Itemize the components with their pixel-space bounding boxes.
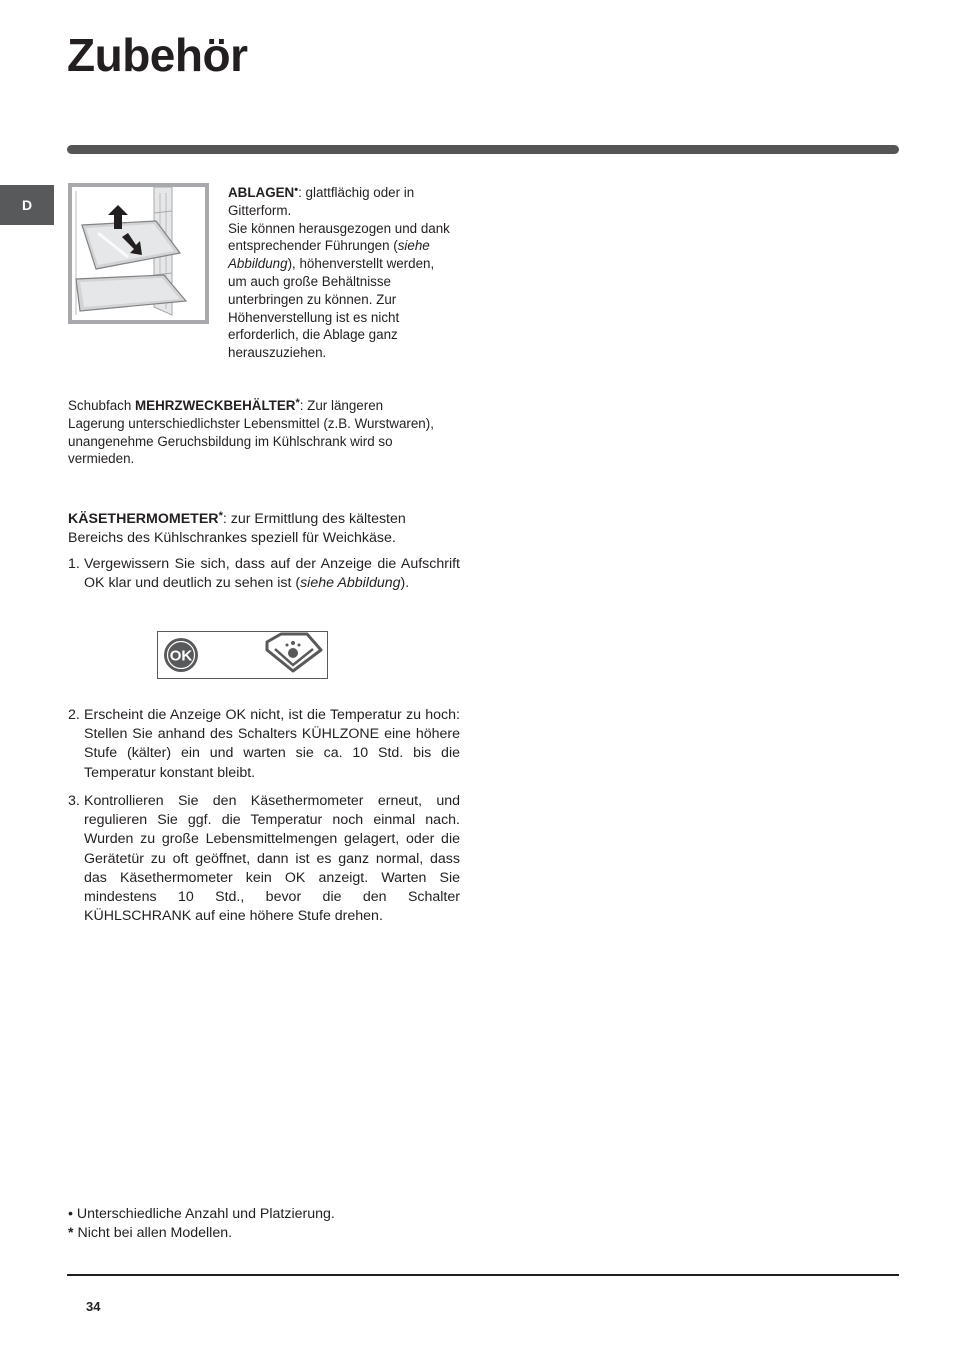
footnote-1-marker: •: [68, 1206, 73, 1222]
drawer-marker: *: [295, 397, 300, 409]
cheese-text: : zur Ermittlung des kältesten Bereichs des Kühlschrankes speziell für Weichkäse.: [68, 511, 406, 546]
footnote-2-marker: *: [68, 1225, 74, 1241]
ok-indicator-icon: [164, 638, 198, 672]
bottom-divider: [67, 1274, 899, 1276]
step-3-text: Kontrollieren Sie den Käsethermometer erneut, und regulieren Sie ggf. die Temperatur noch einmal nach. Wurden zu große Lebensmittelmengen gelagert, oder die Gerätetür zu oft geöffnet, dann ist es ganz normal, dass das Käsethermometer kein OK anzeigt. Warten Sie mindestens 10 Std., bevor die den Schalter KÜHLSCHRANK auf eine höhere Stufe drehen.: [84, 793, 460, 925]
shelves-marker: •: [294, 184, 299, 196]
cheese-description: [68, 507, 460, 548]
page-title: Zubehör: [67, 29, 248, 81]
drawer-label: MEHRZWECKBEHÄLTER: [135, 398, 296, 413]
step-1-number: 1.: [68, 556, 80, 572]
language-tab: D: [0, 185, 54, 225]
footnote-2-text: Nicht bei allen Modellen.: [77, 1225, 233, 1241]
step-1-text: Vergewissern Sie sich, dass auf der Anzeige die Aufschrift OK klar und deutlich zu sehen ist (: [84, 556, 460, 592]
shelves-description: [228, 182, 453, 362]
step-3: [68, 792, 460, 926]
step-1: [68, 555, 460, 593]
footnote-2: [68, 1224, 335, 1243]
step-1-tail: ).: [400, 575, 410, 592]
top-divider: [67, 145, 899, 154]
shelf-illustration: [68, 183, 209, 324]
cheese-label: KÄSETHERMOMETER: [68, 511, 219, 527]
cheese-thermometer-display: [157, 631, 328, 679]
footnotes: [68, 1205, 335, 1243]
ok-symbol: OK: [169, 647, 193, 665]
shelves-text-italic: siehe Abbildung: [228, 238, 430, 272]
cheese-marker: *: [218, 510, 223, 522]
shelves-text-3: ), höhenverstellt werden, um auch große Behältnisse unterbringen zu können. Zur Höhenverstellung ist es nicht erforderlich, die Ablage ganz herauszuziehen.: [228, 256, 435, 361]
footnote-1-text: Unterschiedliche Anzahl und Platzierung.: [76, 1206, 335, 1222]
footnote-1: [68, 1205, 335, 1224]
drawer-description: [68, 395, 438, 468]
shelves-text-1: : glattflächig oder in Gitterform.: [228, 185, 415, 218]
step-1-italic: siehe Abbildung: [300, 575, 401, 592]
step-2-number: 2.: [68, 707, 80, 723]
shelves-label: ABLAGEN: [228, 185, 295, 200]
drawer-text: : Zur längeren Lagerung unterschiedlichster Lebensmittel (z.B. Wurstwaren), unangenehme Geruchsbildung im Kühlschrank wird so vermieden.: [68, 398, 434, 467]
drawer-prefix: Schubfach: [68, 398, 135, 413]
shelves-text-2: Sie können herausgezogen und dank entsprechender Führungen (: [228, 220, 450, 254]
step-2-text: Erscheint die Anzeige OK nicht, ist die Temperatur zu hoch: Stellen Sie anhand des Schalters KÜHLZONE eine höhere Stufe (kälter) ein und warten sie ca. 10 Std. bis die Temperatur konstant bleibt.: [84, 707, 460, 781]
step-3-number: 3.: [68, 793, 80, 809]
step-2: [68, 706, 460, 783]
page-number: 34: [86, 1299, 101, 1314]
